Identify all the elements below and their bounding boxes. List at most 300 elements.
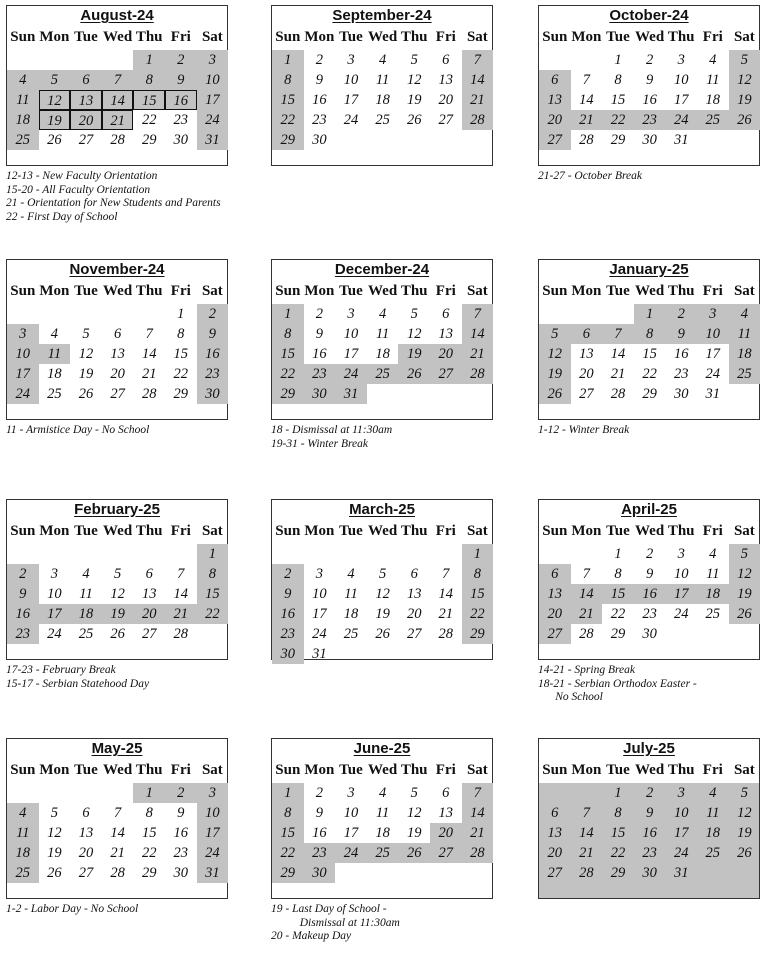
day-cell: 30 xyxy=(173,132,189,148)
day-cell: 17 xyxy=(343,346,359,362)
day-cell: 10 xyxy=(343,326,359,342)
day-cell: 18 xyxy=(375,346,390,362)
day-cell: 21 xyxy=(102,110,134,130)
day-cell: 10 xyxy=(343,72,359,88)
day-cell: 4 xyxy=(378,785,387,801)
day-cell: 4 xyxy=(709,546,717,562)
month-title-text: August-24 xyxy=(80,7,154,24)
day-cell: 19 xyxy=(47,845,62,861)
note-line: 20 - Makeup Day xyxy=(271,930,352,942)
month-notes xyxy=(271,424,392,451)
day-cell: 28 xyxy=(110,865,125,881)
weekday-header: Sun xyxy=(275,283,301,299)
day-cell: 15 xyxy=(141,825,157,841)
day-cell: 26 xyxy=(398,364,430,384)
day-cell: 3 xyxy=(197,783,229,803)
day-cell: 12 xyxy=(737,805,752,821)
day-cell: 5 xyxy=(410,785,418,801)
weekday-header: Tue xyxy=(339,29,363,45)
day-cell: 28 xyxy=(110,132,125,148)
month-notes xyxy=(538,170,642,184)
weekday-header: Fri xyxy=(702,29,723,45)
day-cell: 13 xyxy=(539,90,571,110)
weekday-header: Wed xyxy=(103,762,133,778)
day-cell: 31 xyxy=(335,384,367,404)
day-cell: 18 xyxy=(47,366,62,382)
day-cell: 5 xyxy=(729,50,761,70)
day-cell: 11 xyxy=(7,823,39,843)
month-calendar xyxy=(6,5,228,166)
day-cell: 11 xyxy=(706,805,720,821)
month-calendar xyxy=(271,499,493,660)
day-cell: 29 xyxy=(272,863,304,883)
day-cell: 20 xyxy=(78,845,94,861)
day-cell: 20 xyxy=(430,823,462,843)
day-cell: 22 xyxy=(610,845,626,861)
day-cell: 28 xyxy=(462,364,494,384)
weekday-header: Thu xyxy=(400,762,428,778)
day-cell: 24 xyxy=(197,843,229,863)
day-cell: 5 xyxy=(113,566,122,582)
day-cell: 13 xyxy=(438,805,454,821)
day-cell: 21 xyxy=(110,845,125,861)
weekday-header: Fri xyxy=(170,29,191,45)
day-cell: 2 xyxy=(645,785,654,801)
day-cell: 13 xyxy=(70,90,102,110)
day-cell: 16 xyxy=(312,825,327,841)
day-cell: 30 xyxy=(312,132,327,148)
note-line: Dismissal at 11:30am xyxy=(271,916,400,929)
day-cell: 28 xyxy=(610,386,626,402)
day-cell: 4 xyxy=(709,52,717,68)
weekday-header: Sat xyxy=(466,29,488,45)
day-cell: 15 xyxy=(197,584,229,604)
month-title xyxy=(272,500,492,520)
day-cell: 15 xyxy=(272,344,304,364)
weekday-header: Wed xyxy=(635,523,665,539)
day-cell: 20 xyxy=(70,110,102,130)
weekday-header: Mon xyxy=(304,283,335,299)
month-calendar xyxy=(6,738,228,899)
day-cell: 29 xyxy=(462,624,494,644)
month-notes xyxy=(538,424,629,438)
month-title xyxy=(7,500,227,520)
day-cell: 7 xyxy=(582,805,591,821)
month-title-text: February-25 xyxy=(74,501,160,518)
month-notes xyxy=(6,424,149,438)
month-title xyxy=(539,6,759,26)
weekday-header: Mon xyxy=(571,762,602,778)
weekday-header: Tue xyxy=(606,762,630,778)
month-title-text: January-25 xyxy=(609,261,689,278)
day-cell: 6 xyxy=(442,306,450,322)
day-cell: 6 xyxy=(145,566,153,582)
month-notes xyxy=(538,664,697,705)
month-title xyxy=(7,260,227,280)
month-calendar xyxy=(538,738,760,899)
day-cell: 14 xyxy=(571,584,603,604)
day-cell: 16 xyxy=(642,825,657,841)
day-cell: 8 xyxy=(177,326,185,342)
day-cell: 16 xyxy=(197,344,229,364)
weekday-header: Sun xyxy=(542,762,568,778)
day-cell: 29 xyxy=(173,386,189,402)
day-cell: 3 xyxy=(197,50,229,70)
day-cell: 23 xyxy=(173,845,189,861)
weekday-header: Fri xyxy=(702,523,723,539)
weekday-header: Wed xyxy=(368,283,398,299)
month-title xyxy=(539,739,759,759)
weekday-header: Sun xyxy=(542,523,568,539)
day-cell: 18 xyxy=(697,584,729,604)
day-cell: 9 xyxy=(315,805,324,821)
month-notes xyxy=(6,664,149,691)
day-cell: 20 xyxy=(133,604,165,624)
day-cell: 8 xyxy=(614,72,622,88)
day-cell: 12 xyxy=(539,344,571,364)
day-cell: 23 xyxy=(634,110,666,130)
day-cell: 8 xyxy=(634,324,666,344)
day-cell: 16 xyxy=(312,92,327,108)
weekday-header: Mon xyxy=(571,29,602,45)
day-cell: 6 xyxy=(571,324,603,344)
day-cell: 27 xyxy=(406,626,422,642)
weekday-header: Thu xyxy=(135,523,163,539)
day-cell: 2 xyxy=(645,546,654,562)
day-cell: 22 xyxy=(610,606,626,622)
month-title xyxy=(272,6,492,26)
day-cell: 1 xyxy=(272,50,304,70)
day-cell: 12 xyxy=(406,805,422,821)
day-cell: 26 xyxy=(737,845,752,861)
weekday-header: Fri xyxy=(435,283,456,299)
day-cell: 23 xyxy=(272,624,304,644)
day-cell: 11 xyxy=(706,566,720,582)
weekday-header: Sun xyxy=(10,523,36,539)
day-cell: 23 xyxy=(304,843,336,863)
day-cell: 21 xyxy=(438,606,454,622)
day-cell: 24 xyxy=(705,366,721,382)
day-cell: 1 xyxy=(462,544,494,564)
day-cell: 11 xyxy=(39,344,71,364)
day-cell: 29 xyxy=(610,626,626,642)
day-cell: 27 xyxy=(430,843,462,863)
day-cell: 7 xyxy=(177,566,185,582)
day-cell: 25 xyxy=(705,606,721,622)
day-cell: 26 xyxy=(110,626,125,642)
day-cell: 23 xyxy=(304,364,336,384)
day-cell: 3 xyxy=(50,566,59,582)
day-cell: 1 xyxy=(614,785,622,801)
day-cell: 17 xyxy=(197,823,229,843)
day-cell: 11 xyxy=(79,586,93,602)
day-cell: 15 xyxy=(462,584,494,604)
day-cell: 27 xyxy=(547,865,563,881)
weekday-header: Sun xyxy=(542,283,568,299)
note-line: 22 - First Day of School xyxy=(6,210,118,223)
day-cell: 2 xyxy=(165,783,197,803)
day-cell: 25 xyxy=(367,843,399,863)
day-cell: 19 xyxy=(398,344,430,364)
day-cell: 15 xyxy=(272,90,304,110)
note-line: 12-13 - New Faculty Orientation xyxy=(6,170,158,182)
day-cell: 4 xyxy=(378,52,387,68)
day-cell: 21 xyxy=(579,845,594,861)
day-cell: 18 xyxy=(343,606,359,622)
day-cell: 4 xyxy=(378,306,387,322)
day-cell: 13 xyxy=(438,72,454,88)
day-cell: 30 xyxy=(304,863,336,883)
day-cell: 12 xyxy=(110,586,125,602)
day-cell: 26 xyxy=(729,110,761,130)
day-cell: 30 xyxy=(173,865,189,881)
day-cell: 1 xyxy=(272,783,304,803)
day-cell: 20 xyxy=(539,110,571,130)
note-line: 15-20 - All Faculty Orientation xyxy=(6,183,151,196)
month-calendar xyxy=(6,499,228,660)
day-cell: 26 xyxy=(406,112,422,128)
day-cell: 7 xyxy=(442,566,450,582)
day-cell: 22 xyxy=(462,604,494,624)
day-cell: 23 xyxy=(673,366,689,382)
day-cell: 4 xyxy=(50,326,59,342)
day-cell: 2 xyxy=(315,785,324,801)
day-cell: 28 xyxy=(579,865,594,881)
weekday-header: Tue xyxy=(606,283,630,299)
day-cell: 2 xyxy=(197,304,229,324)
weekday-header: Sun xyxy=(10,762,36,778)
day-cell: 10 xyxy=(673,566,689,582)
day-cell: 1 xyxy=(634,304,666,324)
weekday-header: Thu xyxy=(667,283,695,299)
weekday-header: Thu xyxy=(400,283,428,299)
weekday-header: Mon xyxy=(304,523,335,539)
day-cell: 19 xyxy=(406,825,422,841)
day-cell: 28 xyxy=(579,626,594,642)
day-cell: 26 xyxy=(47,132,62,148)
day-cell: 26 xyxy=(729,604,761,624)
weekday-header: Mon xyxy=(304,29,335,45)
note-line: 19 - Last Day of School - xyxy=(271,903,387,915)
day-cell: 31 xyxy=(197,130,229,150)
day-cell: 17 xyxy=(197,90,229,110)
day-cell: 17 xyxy=(673,92,689,108)
weekday-header: Sun xyxy=(275,762,301,778)
day-cell: 6 xyxy=(82,805,90,821)
day-cell: 12 xyxy=(406,326,422,342)
day-cell: 23 xyxy=(642,606,657,622)
weekday-header: Mon xyxy=(571,283,602,299)
day-cell: 9 xyxy=(165,70,197,90)
day-cell: 7 xyxy=(145,326,153,342)
day-cell: 16 xyxy=(642,92,657,108)
day-cell: 22 xyxy=(272,843,304,863)
weekday-header: Thu xyxy=(667,29,695,45)
weekday-header: Fri xyxy=(702,283,723,299)
weekday-header: Tue xyxy=(606,29,630,45)
note-line: 1-12 - Winter Break xyxy=(538,424,630,436)
day-cell: 14 xyxy=(462,70,494,90)
day-cell: 28 xyxy=(462,110,494,130)
day-cell: 14 xyxy=(102,90,134,110)
month-notes xyxy=(271,903,400,944)
day-cell: 13 xyxy=(438,326,454,342)
day-cell: 17 xyxy=(343,92,359,108)
month-title xyxy=(539,260,759,280)
weekday-header: Tue xyxy=(606,523,630,539)
day-cell: 21 xyxy=(462,90,494,110)
day-cell: 9 xyxy=(197,324,229,344)
day-cell: 15 xyxy=(133,90,165,110)
day-cell: 14 xyxy=(462,803,494,823)
day-cell: 5 xyxy=(50,805,59,821)
day-cell: 26 xyxy=(78,386,94,402)
weekday-header: Tue xyxy=(74,523,98,539)
day-cell: 25 xyxy=(7,130,39,150)
day-cell: 16 xyxy=(272,604,304,624)
day-cell: 31 xyxy=(312,646,327,662)
day-cell: 8 xyxy=(614,805,622,821)
day-cell: 19 xyxy=(406,92,422,108)
day-cell: 3 xyxy=(677,785,685,801)
day-cell: 10 xyxy=(47,586,62,602)
weekday-header: Sat xyxy=(201,523,223,539)
month-calendar xyxy=(538,5,760,166)
day-cell: 5 xyxy=(740,785,749,801)
day-cell: 1 xyxy=(272,304,304,324)
day-cell: 19 xyxy=(375,606,390,622)
day-cell: 9 xyxy=(315,326,324,342)
day-cell: 9 xyxy=(315,72,324,88)
day-cell: 27 xyxy=(438,112,454,128)
weekday-header: Fri xyxy=(435,762,456,778)
day-cell: 23 xyxy=(173,112,189,128)
day-cell: 7 xyxy=(462,304,494,324)
weekday-header: Sat xyxy=(466,523,488,539)
day-cell: 22 xyxy=(173,366,189,382)
month-title-text: December-24 xyxy=(334,261,430,278)
day-cell: 21 xyxy=(165,604,197,624)
day-cell: 2 xyxy=(315,52,324,68)
day-cell: 18 xyxy=(705,825,721,841)
day-cell: 9 xyxy=(645,566,654,582)
day-cell: 20 xyxy=(438,92,454,108)
day-cell: 8 xyxy=(272,70,304,90)
day-cell: 25 xyxy=(705,845,721,861)
day-cell: 21 xyxy=(141,366,157,382)
note-line: 19-31 - Winter Break xyxy=(271,437,368,450)
day-cell: 12 xyxy=(39,90,71,110)
day-cell: 26 xyxy=(47,865,62,881)
weekday-header: Mon xyxy=(39,762,70,778)
weekday-header: Sat xyxy=(466,762,488,778)
day-cell: 25 xyxy=(47,386,62,402)
day-cell: 27 xyxy=(78,132,94,148)
day-cell: 27 xyxy=(78,865,94,881)
day-cell: 7 xyxy=(462,783,494,803)
day-cell: 12 xyxy=(729,70,761,90)
day-cell: 27 xyxy=(141,626,157,642)
weekday-header: Sun xyxy=(10,29,36,45)
day-cell: 15 xyxy=(642,346,657,362)
day-cell: 14 xyxy=(610,346,626,362)
day-cell: 30 xyxy=(272,644,304,664)
day-cell: 4 xyxy=(729,304,761,324)
weekday-header: Sat xyxy=(201,283,223,299)
weekday-header: Mon xyxy=(39,523,70,539)
day-cell: 28 xyxy=(462,843,494,863)
day-cell: 27 xyxy=(430,364,462,384)
day-cell: 24 xyxy=(673,845,689,861)
day-cell: 14 xyxy=(141,346,157,362)
day-cell: 6 xyxy=(442,785,450,801)
weekday-header: Thu xyxy=(667,523,695,539)
day-cell: 11 xyxy=(706,72,720,88)
day-cell: 8 xyxy=(197,564,229,584)
day-cell: 7 xyxy=(102,70,134,90)
day-cell: 20 xyxy=(547,845,563,861)
day-cell: 12 xyxy=(78,346,94,362)
day-cell: 25 xyxy=(343,626,359,642)
weekday-header: Tue xyxy=(74,29,98,45)
day-cell: 3 xyxy=(697,304,729,324)
weekday-header: Mon xyxy=(571,523,602,539)
weekday-header: Tue xyxy=(339,523,363,539)
day-cell: 18 xyxy=(729,344,761,364)
weekday-header: Wed xyxy=(103,283,133,299)
day-cell: 9 xyxy=(272,584,304,604)
day-cell: 9 xyxy=(177,805,185,821)
weekday-header: Sat xyxy=(733,523,755,539)
day-cell: 6 xyxy=(539,70,571,90)
day-cell: 3 xyxy=(347,52,355,68)
weekday-header: Sun xyxy=(275,29,301,45)
day-cell: 4 xyxy=(82,566,90,582)
day-cell: 21 xyxy=(571,604,603,624)
day-cell: 25 xyxy=(367,364,399,384)
weekday-header: Wed xyxy=(103,29,133,45)
day-cell: 18 xyxy=(70,604,102,624)
weekday-header: Wed xyxy=(635,762,665,778)
day-cell: 23 xyxy=(312,112,327,128)
day-cell: 26 xyxy=(398,843,430,863)
day-cell: 29 xyxy=(141,132,157,148)
day-cell: 29 xyxy=(272,384,304,404)
day-cell: 11 xyxy=(375,326,390,342)
day-cell: 13 xyxy=(539,584,571,604)
note-line: 18 - Dismissal at 11:30am xyxy=(271,424,393,436)
day-cell: 31 xyxy=(673,865,689,881)
day-cell: 18 xyxy=(7,843,39,863)
day-cell: 8 xyxy=(145,805,153,821)
day-cell: 24 xyxy=(335,843,367,863)
day-cell: 7 xyxy=(602,324,634,344)
day-cell: 16 xyxy=(7,604,39,624)
day-cell: 6 xyxy=(539,564,571,584)
day-cell: 28 xyxy=(173,626,189,642)
day-cell: 5 xyxy=(729,544,761,564)
day-cell: 16 xyxy=(165,90,197,110)
weekday-header: Tue xyxy=(339,762,363,778)
day-cell: 18 xyxy=(7,110,39,130)
month-title xyxy=(539,500,759,520)
day-cell: 5 xyxy=(39,70,71,90)
day-cell: 25 xyxy=(7,863,39,883)
month-calendar xyxy=(271,259,493,420)
day-cell: 14 xyxy=(462,324,494,344)
weekday-header: Sat xyxy=(466,283,488,299)
day-cell: 1 xyxy=(614,52,622,68)
